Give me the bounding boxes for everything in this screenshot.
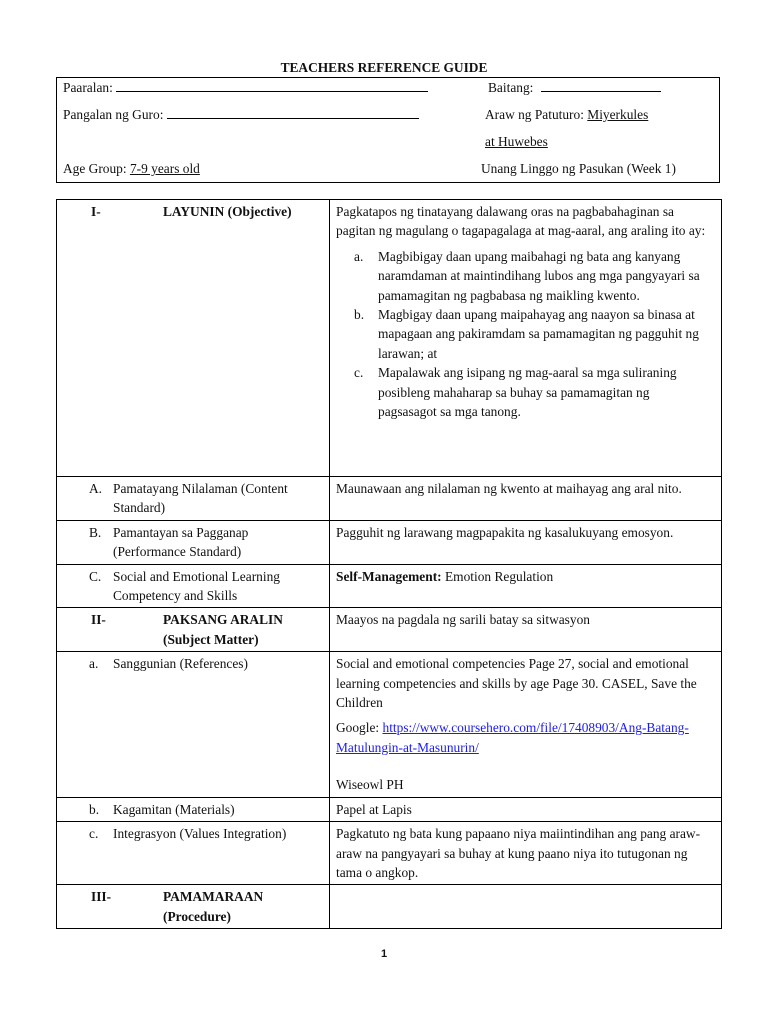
sel-value-cell <box>330 564 722 608</box>
sanggunian-label-cell <box>57 652 330 797</box>
coursehero-link[interactable]: https://www.coursehero.com/file/17408903/Ang-Batang-Matulungin-at-Masunurin/ <box>336 720 689 755</box>
row-marker: b. <box>89 801 100 817</box>
araw-label: Araw ng Patuturo: <box>485 107 584 122</box>
row-marker: A. <box>89 481 103 496</box>
baitang-field <box>488 80 661 96</box>
row-marker: a. <box>89 656 99 672</box>
paksa-label-cell <box>57 608 330 652</box>
content-standard-label: Pamatayang Nilalaman (Content Standard) <box>113 481 288 516</box>
layunin-value-cell <box>330 200 722 477</box>
list-text: Magbibigay daan upang maibahagi ng bata ang kanyang naramdaman at maintindihang lubos ang mga pangyayari sa pamamagitan ng pagbabasa ng maikling kwento. <box>378 248 700 303</box>
performance-standard-label-cell <box>57 520 330 564</box>
guro-field <box>63 107 419 123</box>
table-row-sel <box>57 564 722 608</box>
layunin-label: LAYUNIN (Objective) <box>163 204 292 219</box>
integrasyon-label-cell <box>57 822 330 885</box>
paaralan-label: Paaralan: <box>63 80 113 95</box>
baitang-blank <box>541 80 661 92</box>
sel-value: Emotion Regulation <box>444 568 554 584</box>
list-item <box>336 363 715 421</box>
table-row-performance-standard <box>57 520 722 564</box>
document-title: TEACHERS REFERENCE GUIDE <box>280 60 488 75</box>
guro-blank <box>167 107 419 119</box>
performance-standard-label: Pamantayan sa Pagganap (Performance Standard) <box>113 524 249 560</box>
pamamaraan-value <box>330 885 722 929</box>
sel-label: Social and Emotional Learning Competency and Skills <box>113 568 280 604</box>
araw-value-2: at Huwebes <box>485 134 548 149</box>
week-text: Unang Linggo ng Pasukan (Week 1) <box>481 161 676 176</box>
pamamaraan-number: III- <box>91 889 112 905</box>
age-label: Age Group: <box>63 161 127 176</box>
paksa-value: Maayos na pagdala ng sarili batay sa sitwasyon <box>330 608 722 652</box>
objective-list <box>336 247 715 422</box>
sanggunian-text: Social and emotional competencies Page 27, social and emotional learning competencies and skills by age Page 30. CASEL, Save the Children <box>336 656 697 711</box>
paksa-label: PAKSANG ARALIN (Subject Matter) <box>163 612 283 647</box>
integrasyon-label: Integrasyon (Values Integration) <box>113 826 287 842</box>
list-marker: b. <box>354 307 365 323</box>
table-row-paksa <box>57 608 722 652</box>
araw-value-2-line <box>485 134 548 150</box>
row-marker: B. <box>89 524 102 540</box>
list-item <box>336 305 715 363</box>
table-row-kagamitan <box>57 797 722 821</box>
guro-label: Pangalan ng Guro: <box>63 107 164 122</box>
paksa-number: II- <box>91 612 106 628</box>
layunin-intro: Pagkatapos ng tinatayang dalawang oras na pagbabahaginan sa pagitan ng magulang o tagapagalaga at mag-aaral, ang araling ito ay: <box>336 204 706 239</box>
header-info-box <box>56 77 720 183</box>
table-row-sanggunian <box>57 652 722 797</box>
table-row-content-standard <box>57 477 722 521</box>
paaralan-blank <box>116 80 428 92</box>
page-number: 1 <box>380 948 388 960</box>
content-standard-label-cell <box>57 477 330 521</box>
pamamaraan-label-cell <box>57 885 330 929</box>
sanggunian-label: Sanggunian (References) <box>113 656 248 672</box>
sel-value-bold: Self-Management: <box>336 568 442 584</box>
list-marker: c. <box>354 365 364 381</box>
table-row-integrasyon <box>57 822 722 885</box>
pamamaraan-label: PAMAMARAAN (Procedure) <box>163 889 264 924</box>
table-row-layunin <box>57 200 722 477</box>
age-field <box>63 161 200 177</box>
google-label: Google: <box>336 720 380 736</box>
araw-value-1: Miyerkules <box>587 107 649 122</box>
kagamitan-label-cell <box>57 797 330 821</box>
content-standard-value: Maunawaan ang nilalaman ng kwento at maihayag ang aral nito. <box>330 477 722 521</box>
kagamitan-label: Kagamitan (Materials) <box>113 801 235 817</box>
performance-standard-value: Pagguhit ng larawang magpapakita ng kasalukuyang emosyon. <box>330 520 722 564</box>
lesson-plan-table <box>56 199 722 929</box>
row-marker: c. <box>89 826 99 842</box>
paaralan-field <box>63 80 428 96</box>
integrasyon-value: Pagkatuto ng bata kung papaano niya maiintindihan ang pang araw-araw na pangyayari sa buhay at kung paano niya ito tutugonan ng tama o angkop. <box>330 822 722 885</box>
baitang-label: Baitang: <box>488 80 534 95</box>
list-item <box>336 247 715 305</box>
list-marker: a. <box>354 248 364 264</box>
list-text: Magbigay daan upang maipahayag ang naayon sa binasa at mapagaan ang pakiramdam sa pamamagitan ng pagguhit ng larawan; at <box>378 307 699 361</box>
layunin-label-cell <box>57 200 330 477</box>
row-marker: C. <box>89 568 102 584</box>
kagamitan-value: Papel at Lapis <box>330 797 722 821</box>
araw-field <box>485 107 648 123</box>
table-row-pamamaraan <box>57 885 722 929</box>
google-reference <box>336 718 715 757</box>
wiseowl-reference: Wiseowl PH <box>336 777 404 793</box>
list-text: Mapalawak ang isipang ng mag-aaral sa mga suliraning posibleng mahaharap sa buhay sa pamamagitan ng pagsasagot sa mga tanong. <box>378 365 677 420</box>
sel-label-cell <box>57 564 330 608</box>
age-value: 7-9 years old <box>129 161 200 176</box>
layunin-number: I- <box>91 204 101 219</box>
sanggunian-value-cell <box>330 652 722 797</box>
